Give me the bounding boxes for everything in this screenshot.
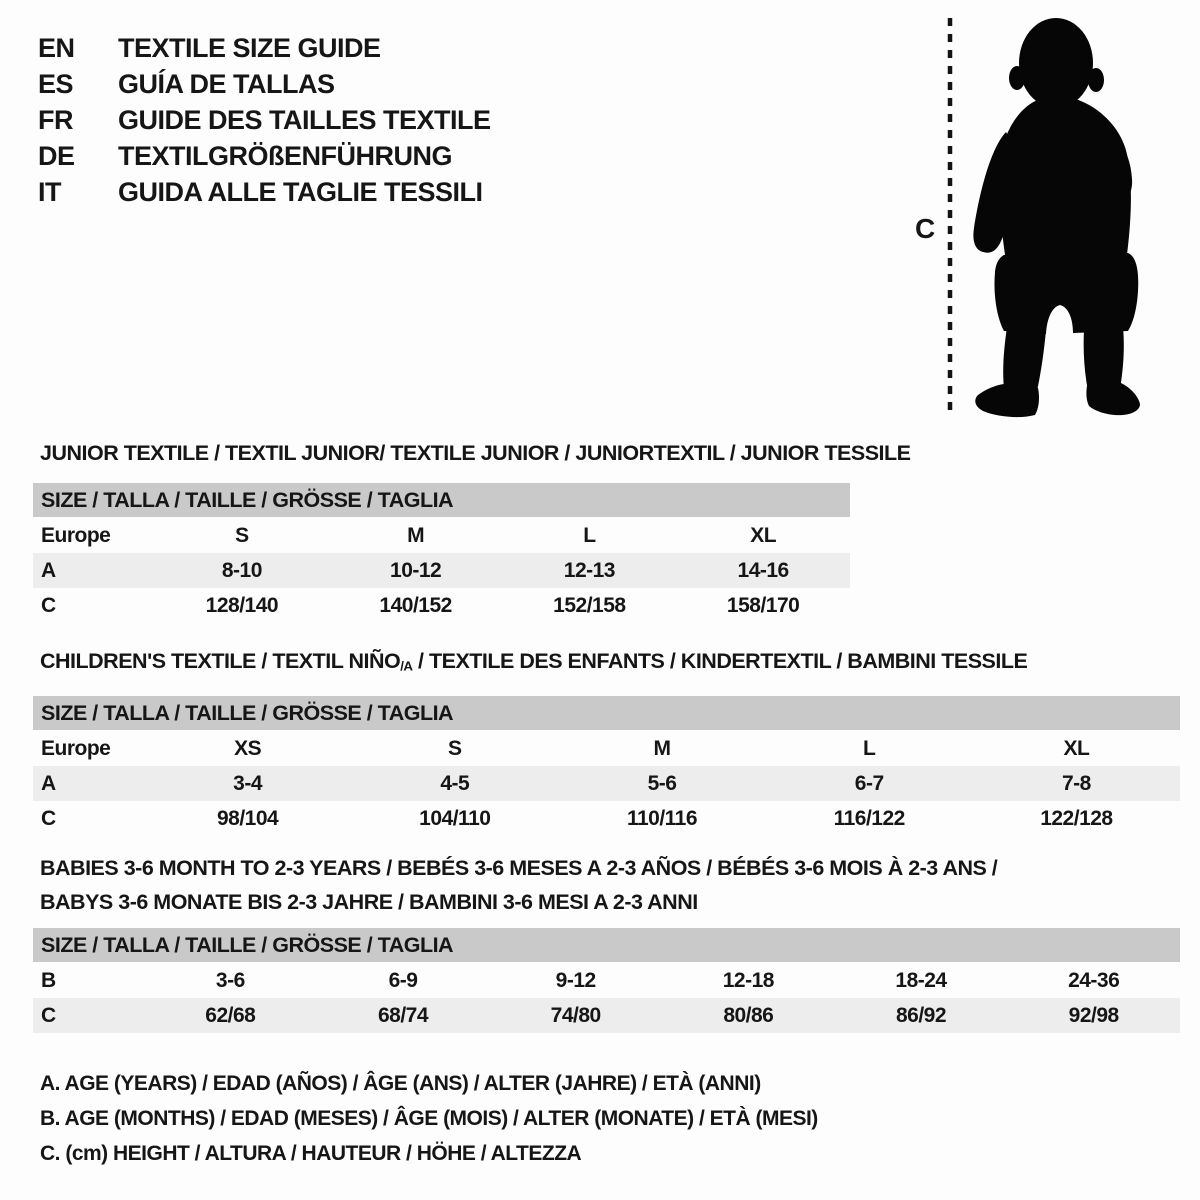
size-header-label: SIZE / TALLA / TAILLE / GRÖSSE / TAGLIA xyxy=(41,932,454,957)
size-cell: 110/116 xyxy=(626,806,698,830)
size-cell: 18-24 xyxy=(895,968,947,992)
size-cell: 98/104 xyxy=(216,806,279,830)
language-row xyxy=(38,102,491,138)
language-row xyxy=(38,138,491,174)
measure-legend xyxy=(40,1066,818,1171)
size-cell: 6-9 xyxy=(388,968,418,992)
language-row xyxy=(38,30,491,66)
size-cell: 5-6 xyxy=(647,771,677,795)
toddler-silhouette-icon xyxy=(973,18,1140,417)
size-header-label: SIZE / TALLA / TAILLE / GRÖSSE / TAGLIA xyxy=(41,700,454,725)
size-table-junior xyxy=(33,483,850,623)
size-cell: 12-13 xyxy=(563,558,615,582)
guide-title: TEXTILGRÖßENFÜHRUNG xyxy=(118,140,452,171)
size-cell: 8-10 xyxy=(221,558,262,582)
size-cell: 74/80 xyxy=(550,1003,601,1027)
table-row-age-years xyxy=(33,553,850,588)
language-code: ES xyxy=(38,68,74,99)
guide-title: GUIDE DES TAILLES TEXTILE xyxy=(118,104,491,135)
size-cell: M xyxy=(653,736,671,760)
size-cell: 24-36 xyxy=(1068,968,1120,992)
size-cell: 86/92 xyxy=(895,1003,947,1027)
size-cell: 158/170 xyxy=(726,593,800,617)
size-table-children xyxy=(33,696,1180,836)
size-header-bar xyxy=(33,696,1180,730)
row-label: Europe xyxy=(41,736,111,760)
size-cell: XS xyxy=(234,736,262,760)
size-cell: 14-16 xyxy=(737,558,789,582)
language-title-list xyxy=(38,30,491,210)
row-label: Europe xyxy=(41,523,111,547)
section-title: JUNIOR TEXTILE / TEXTIL JUNIOR/ TEXTILE JUNIOR / JUNIORTEXTIL / JUNIOR TESSILE xyxy=(40,441,911,465)
section-title xyxy=(33,644,1180,683)
size-cell: L xyxy=(863,736,876,760)
section-title-line1: BABIES 3-6 MONTH TO 2-3 YEARS / BEBÉS 3-6 MESES A 2-3 AÑOS / BÉBÉS 3-6 MOIS À 2-3 ANS / xyxy=(40,856,998,880)
row-label: C xyxy=(41,593,56,617)
section-title xyxy=(33,851,1180,919)
size-cell: 92/98 xyxy=(1068,1003,1119,1027)
row-label: C xyxy=(41,806,56,830)
size-cell: S xyxy=(235,523,249,547)
section-children-textile xyxy=(33,644,1180,836)
size-cell: XL xyxy=(750,523,777,547)
size-cell: 10-12 xyxy=(390,558,442,582)
size-cell: 68/74 xyxy=(377,1003,429,1027)
size-cell: 80/86 xyxy=(723,1003,774,1027)
size-cell: 104/110 xyxy=(419,806,491,830)
size-cell: 4-5 xyxy=(440,771,470,795)
table-row-europe xyxy=(33,731,1180,766)
language-code: DE xyxy=(38,140,75,171)
language-code: FR xyxy=(38,104,73,135)
language-row xyxy=(38,66,491,102)
section-junior-textile xyxy=(33,436,911,623)
section-title-line2: BABYS 3-6 MONATE BIS 2-3 JAHRE / BAMBINI 3-6 MESI A 2-3 ANNI xyxy=(40,890,698,914)
size-cell: 6-7 xyxy=(854,771,884,795)
section-babies-textile xyxy=(33,851,1180,1033)
size-cell: 116/122 xyxy=(833,806,905,830)
language-row xyxy=(38,174,491,210)
legend-line-a: A. AGE (YEARS) / EDAD (AÑOS) / ÂGE (ANS) / ALTER (JAHRE) / ETÀ (ANNI) xyxy=(40,1072,761,1095)
size-cell: 140/152 xyxy=(379,593,452,617)
size-header-label: SIZE / TALLA / TAILLE / GRÖSSE / TAGLIA xyxy=(41,487,454,512)
size-cell: S xyxy=(448,736,462,760)
guide-title: TEXTILE SIZE GUIDE xyxy=(118,32,381,63)
size-cell: 3-6 xyxy=(215,968,245,992)
size-cell: 62/68 xyxy=(205,1003,256,1027)
guide-title: GUIDA ALLE TAGLIE TESSILI xyxy=(118,176,483,207)
size-cell: 9-12 xyxy=(555,968,596,992)
table-row-age-months xyxy=(33,963,1180,998)
size-table-babies xyxy=(33,928,1180,1033)
table-row-height-cm xyxy=(33,998,1180,1033)
size-cell: XL xyxy=(1063,736,1090,760)
table-row-height-cm xyxy=(33,801,1180,836)
size-cell: 3-4 xyxy=(233,771,263,795)
row-label: A xyxy=(41,771,56,795)
size-guide-figure xyxy=(900,0,1200,430)
table-row-height-cm xyxy=(33,588,850,623)
language-code: IT xyxy=(38,176,61,207)
guide-title: GUÍA DE TALLAS xyxy=(118,68,335,99)
size-cell: M xyxy=(407,523,425,547)
section-title-text: CHILDREN'S TEXTILE / TEXTIL NIÑO xyxy=(40,649,401,673)
legend-line-b: B. AGE (MONTHS) / EDAD (MESES) / ÂGE (MOIS) / ALTER (MONATE) / ETÀ (MESI) xyxy=(40,1107,818,1130)
size-cell: 12-18 xyxy=(722,968,774,992)
size-header-bar xyxy=(33,483,850,517)
section-title-subscript: /A xyxy=(400,658,413,674)
row-label: C xyxy=(41,1003,56,1027)
size-header-bar xyxy=(33,928,1180,962)
section-title-text: / TEXTILE DES ENFANTS / KINDERTEXTIL / BAMBINI TESSILE xyxy=(412,649,1028,673)
size-cell: 122/128 xyxy=(1040,806,1113,830)
size-cell: 152/158 xyxy=(553,593,626,617)
size-cell: L xyxy=(583,523,596,547)
row-label: B xyxy=(41,968,56,992)
size-cell: 128/140 xyxy=(205,593,279,617)
row-label: A xyxy=(41,558,56,582)
table-row-europe xyxy=(33,518,850,553)
height-measure-label: C xyxy=(915,213,935,244)
language-code: EN xyxy=(38,32,75,63)
legend-line-c: C. (cm) HEIGHT / ALTURA / HAUTEUR / HÖHE / ALTEZZA xyxy=(40,1142,582,1165)
table-row-age-years xyxy=(33,766,1180,801)
size-cell: 7-8 xyxy=(1061,771,1091,795)
